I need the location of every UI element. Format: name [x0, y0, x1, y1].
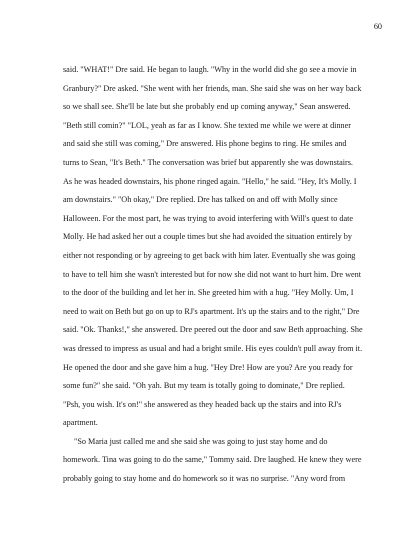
text-line: said. "WHAT!" Dre said. He began to laugh. "Why in the world did she go see a movie in — [63, 65, 357, 74]
text-line: am downstairs." "Oh okay," Dre replied. Dre has talked on and off with Molly since — [63, 195, 338, 205]
text-line: "Psh, you wish. It's on!" she answered as they headed back up the stairs and into RJ's — [63, 399, 342, 409]
text-line: "So Maria just called me and she said she was going to just stay home and do — [74, 436, 328, 446]
body-text — [63, 61, 363, 489]
text-line: homework. Tina was going to do the same," Tommy said. Dre laughed. He knew they were — [63, 455, 362, 465]
text-line: some fun?" she said. "Oh yah. But my team is totally going to dominate," Dre replied. — [63, 381, 345, 391]
text-line: said. "Ok. Thanks!," she answered. Dre peered out the door and saw Beth approaching. She — [63, 325, 363, 335]
text-line: apartment. — [63, 418, 98, 428]
text-line: to the door of the building and let her in. She greeted him with a hug. "Hey Molly. Um, I — [63, 288, 354, 298]
text-line: "Beth still comin?" "LOL, yeah as far as I know. She texted me while we were at dinner — [63, 120, 352, 130]
text-line: Halloween. For the most part, he was trying to avoid interfering with Will's quest to date — [63, 213, 353, 223]
text-line: need to wait on Beth but go on up to RJ's apartment. It's up the stairs and to the right," Dre — [63, 306, 360, 316]
text-line: turns to Sean, "It's Beth." The conversation was brief but apparently she was downstairs. — [63, 157, 353, 167]
text-line: probably going to stay home and do homework so it was no surprise. "Any word from — [63, 474, 346, 484]
page-number: 60 — [373, 22, 382, 31]
text-line: Granbury?" Dre asked. "She went with her friends, man. She said she was on her way back — [63, 83, 362, 93]
text-line: Molly. He had asked her out a couple times but she had avoided the situation entirely by — [63, 232, 352, 242]
text-line: He opened the door and she gave him a hug. "Hey Dre! How are you? Are you ready for — [63, 362, 353, 372]
text-line: As he was headed downstairs, his phone ringed again. "Hello," he said. "Hey, It's Molly. I — [63, 176, 357, 186]
text-line: was dressed to impress as usual and had a bright smile. His eyes couldn't pull away from it. — [63, 343, 363, 353]
text-line: either not responding or by agreeing to get back with him later. Eventually she was going — [63, 250, 356, 260]
text-line: and said she still was coming," Dre answered. His phone begins to ring. He smiles and — [63, 139, 347, 149]
text-line: so we shall see. She'll be late but she probably end up coming anyway," Sean answered. — [63, 102, 351, 112]
text-line: to have to tell him she wasn't interested but for now she did not want to hurt him. Dre went — [63, 269, 361, 279]
